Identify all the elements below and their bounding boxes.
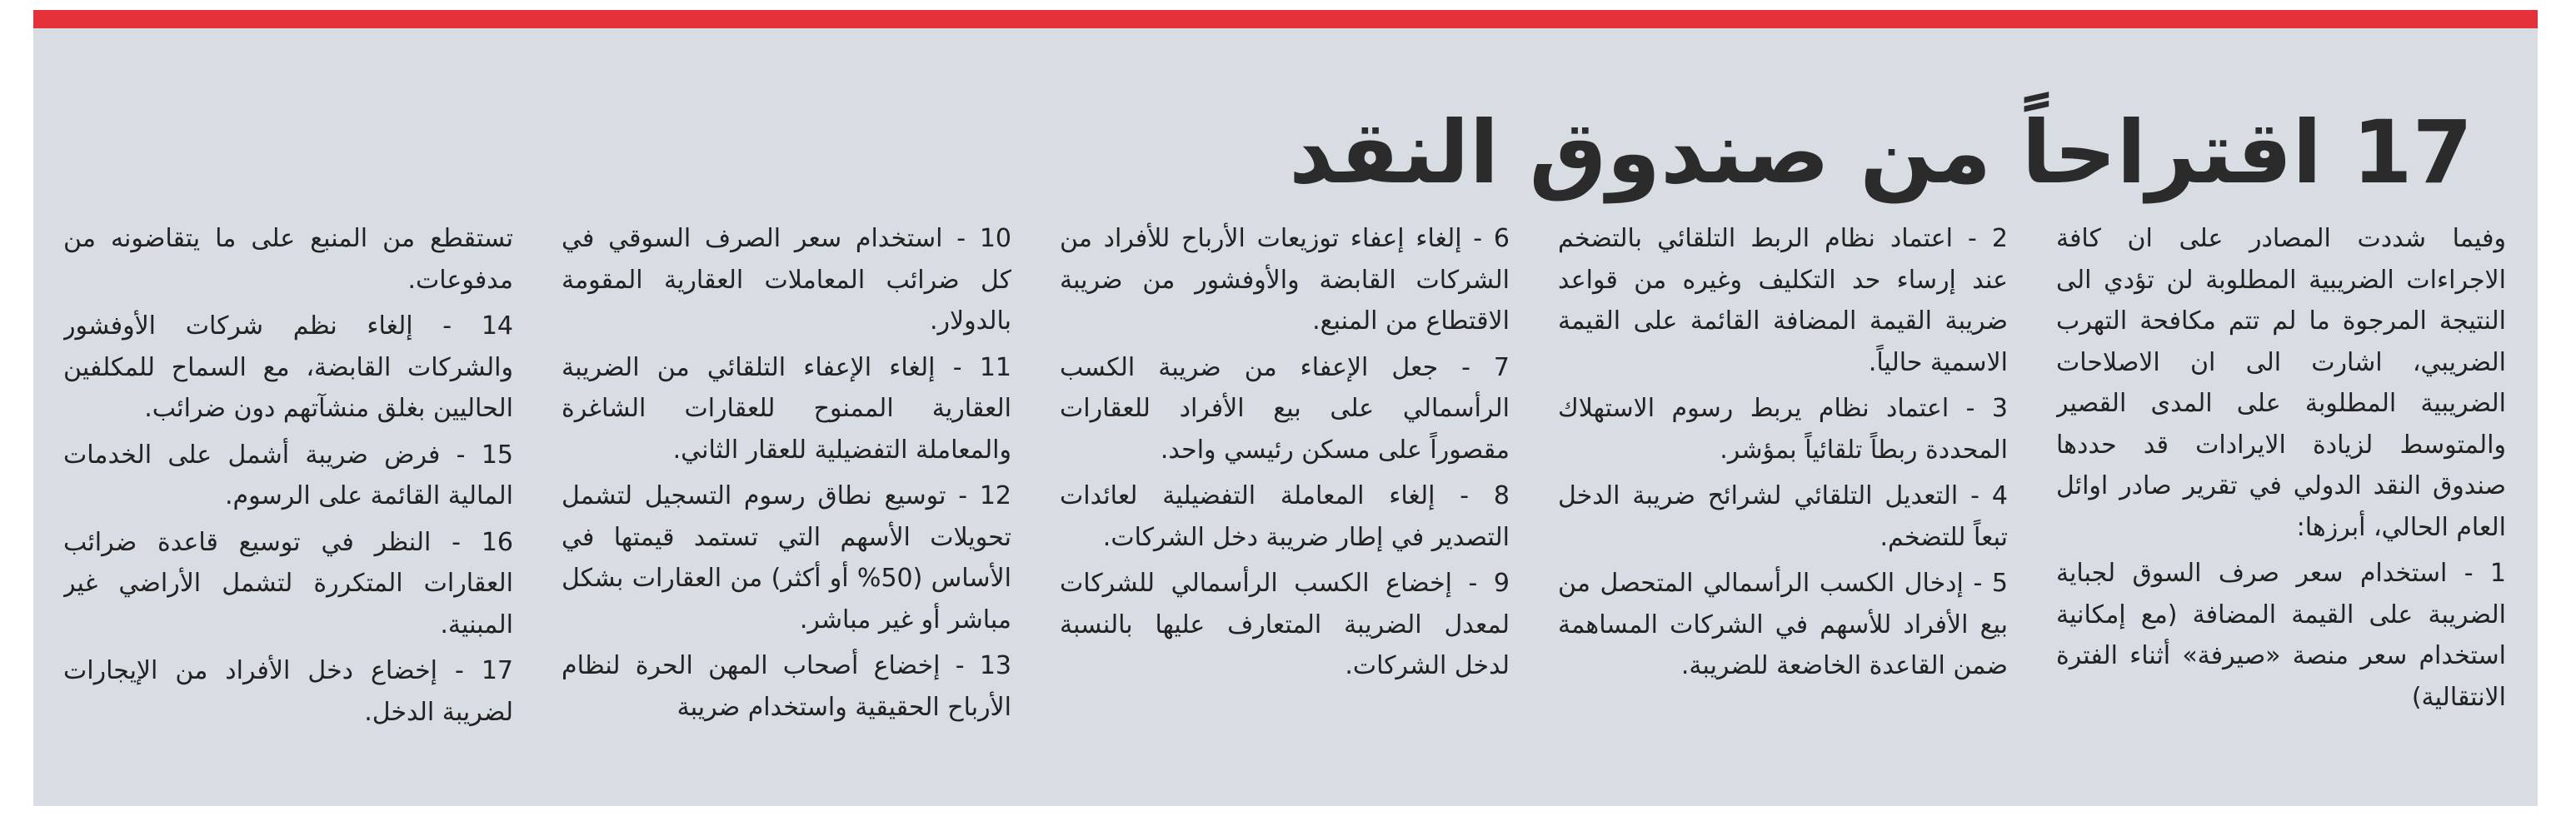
text-column-4 bbox=[562, 218, 1011, 793]
paragraph-item-7: 7 - جعل الإعفاء من ضريبة الكسب الرأسمالي على بيع الأفراد للعقارات مقصوراً على مسكن رئيسي واحد. bbox=[1060, 352, 1510, 465]
paragraph-item-5: 5 - إدخال الكسب الرأسمالي المتحصل من بيع الأفراد للأسهم في الشركات المساهمة ضمن القاعدة الخاضعة للضريبة. bbox=[1558, 569, 2008, 680]
paragraph-item-1: 1 - استخدام سعر صرف السوق لجباية الضريبة على القيمة المضافة (مع إمكانية استخدام سعر منصة «صيرفة» أثناء الفترة الانتقالية) bbox=[2056, 559, 2506, 712]
paragraph-item-16: 16 - النظر في توسيع قاعدة ضرائب العقارات المتكررة لتشمل الأراضي غير المبنية. bbox=[63, 527, 513, 639]
paragraph-item-2: 2 - اعتماد نظام الربط التلقائي بالتضخم عند إرساء حد التكليف وغيره من قواعد ضريبة القيمة المضافة القائمة على القيمة الاسمية حالياً. bbox=[1558, 224, 2008, 377]
article-body-columns bbox=[63, 218, 2506, 793]
paragraph-item-8: 8 - إلغاء المعاملة التفضيلية لعائدات التصدير في إطار ضريبة دخل الشركات. bbox=[1060, 481, 1510, 552]
top-accent-bar bbox=[33, 10, 2538, 28]
paragraph-item-6: 6 - إلغاء إعفاء توزيعات الأرباح للأفراد من الشركات القابضة والأوفشور من ضريبة الاقتطاع من المنبع. bbox=[1060, 224, 1510, 336]
article-headline: 17 اقتراحاً من صندوق النقد bbox=[1289, 102, 2473, 203]
text-column-5 bbox=[63, 218, 513, 793]
text-column-2 bbox=[1558, 218, 2008, 793]
paragraph-item-4: 4 - التعديل التلقائي لشرائح ضريبة الدخل تبعاً للتضخم. bbox=[1558, 481, 2008, 552]
text-column-3 bbox=[1060, 218, 1510, 793]
paragraph-item-17: 17 - إخضاع دخل الأفراد من الإيجارات لضريبة الدخل. bbox=[63, 656, 513, 727]
paragraph-item-9: 9 - إخضاع الكسب الرأسمالي للشركات لمعدل الضريبة المتعارف عليها بالنسبة لدخل الشركات. bbox=[1060, 569, 1510, 680]
paragraph-item-13-continued: تستقطع من المنبع على ما يتقاضونه من مدفوعات. bbox=[63, 224, 513, 295]
paragraph-item-10: 10 - استخدام سعر الصرف السوقي في كل ضرائب المعاملات العقارية المقومة بالدولار. bbox=[562, 224, 1011, 336]
paragraph-item-14: 14 - إلغاء نظم شركات الأوفشور والشركات القابضة، مع السماح للمكلفين الحاليين بغلق منشآتهم دون ضرائب. bbox=[63, 311, 513, 423]
paragraph-item-11: 11 - إلغاء الإعفاء التلقائي من الضريبة العقارية الممنوح للعقارات الشاغرة والمعاملة التفضيلية للعقار الثاني. bbox=[562, 352, 1011, 465]
paragraph-item-12: 12 - توسيع نطاق رسوم التسجيل لتشمل تحويلات الأسهم التي تستمد قيمتها في الأساس (50% أو أكثر) من العقارات بشكل مباشر أو غير مباشر. bbox=[562, 481, 1011, 634]
paragraph-item-13: 13 - إخضاع أصحاب المهن الحرة لنظام الأرباح الحقيقية واستخدام ضريبة bbox=[562, 651, 1011, 722]
text-column-1 bbox=[2056, 218, 2506, 793]
paragraph-intro: وفيما شددت المصادر على ان كافة الاجراءات الضريبية المطلوبة لن تؤدي الى النتيجة المرجوة ما لم تتم مكافحة التهرب الضريبي، اشارت الى ان الاصلاحات الضريبية المطلوبة على المدى القصير والمتوسط لزيادة الايرادات قد حددها صندوق النقد الدولي في تقرير صادر اوائل العام الحالي، أبرزها: bbox=[2056, 224, 2506, 542]
article-panel bbox=[33, 28, 2538, 806]
paragraph-item-3: 3 - اعتماد نظام يربط رسوم الاستهلاك المحددة ربطاً تلقائياً بمؤشر. bbox=[1558, 394, 2008, 465]
paragraph-item-15: 15 - فرض ضريبة أشمل على الخدمات المالية القائمة على الرسوم. bbox=[63, 440, 513, 510]
